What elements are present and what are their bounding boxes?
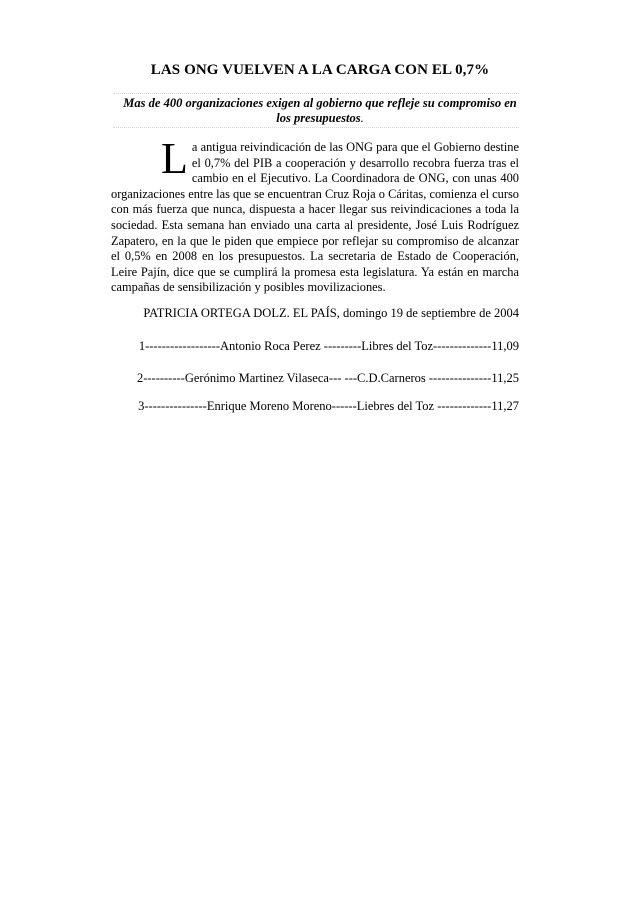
result-line-1: 1------------------Antonio Roca Perez ---------Libres del Toz--------------11,09 (138, 339, 519, 353)
article-body-text: a antigua reivindicación de las ONG para que el Gobierno destine el 0,7% del PIB a cooperación y desarrollo recobra fuerza tras el cambio en el Ejecutivo. La Coordinadora de ONG, con unas 400 organizaciones entre las que se encuentran Cruz Roja o Cáritas, comienza el curso con más fuerza que nunca, dispuesta a hacer llegar sus reivindicaciones a toda la sociedad. Esta semana han enviado una carta al presidente, José Luis Rodríguez Zapatero, en la que le piden que empiece por reflejar su compromiso de alcanzar el 0,5% en 2008 en los presupuestos. La secretaria de Estado de Cooperación, Leire Pajín, dice que se cumplirá la promesa esta legislatura. Ya están en marcha campañas de sensibilización y posibles movilizaciones. (111, 140, 519, 295)
article-byline: PATRICIA ORTEGA DOLZ. EL PAÍS, domingo 19 de septiembre de 2004 (143, 306, 519, 320)
article-body (111, 134, 519, 296)
drop-cap-letter: L (161, 134, 188, 183)
subtitle-top-divider (113, 93, 519, 94)
article-subtitle (120, 96, 520, 126)
result-line-3: 3---------------Enrique Moreno Moreno------Liebres del Toz -------------11,27 (138, 399, 519, 413)
subtitle-text: Mas de 400 organizaciones exigen al gobierno que refleje su compromiso en los presupuestos (123, 96, 517, 125)
result-line-2: 2----------Gerónimo Martinez Vilaseca--- ---C.D.Carneros ---------------11,25 (136, 371, 519, 385)
subtitle-bottom-divider (113, 127, 519, 128)
article-title: LAS ONG VUELVEN A LA CARGA CON EL 0,7% (150, 62, 490, 78)
subtitle-period: . (360, 111, 364, 125)
